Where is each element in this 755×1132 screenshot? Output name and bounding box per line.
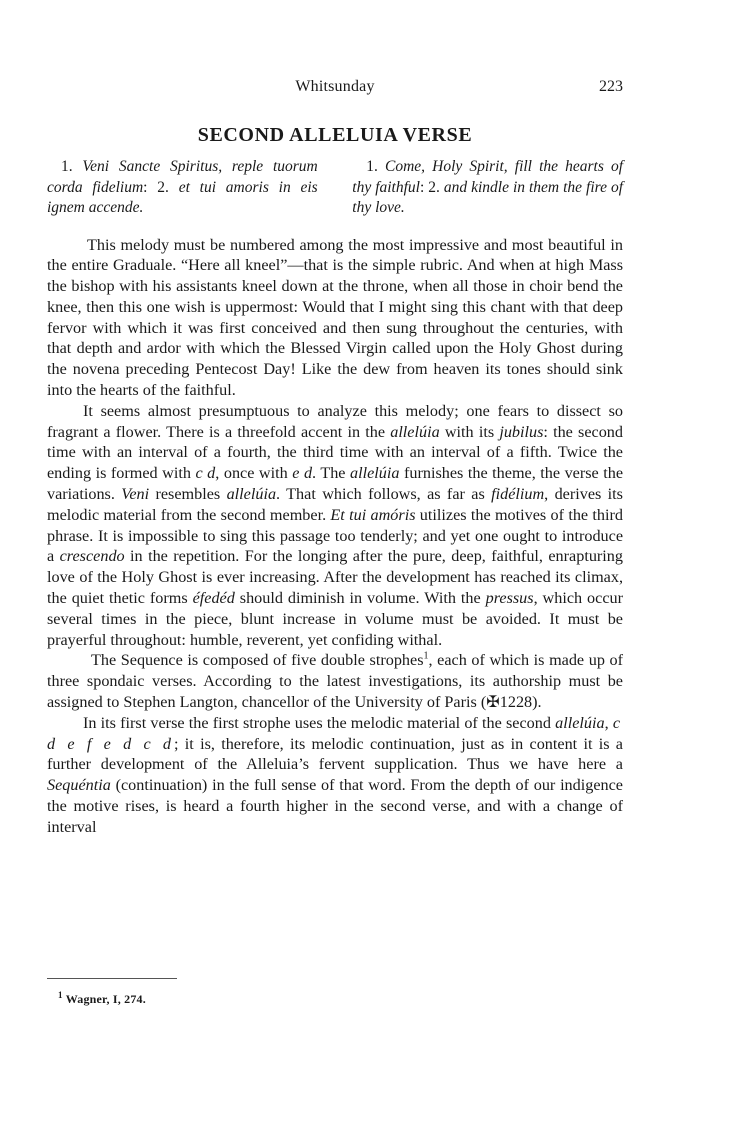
note-letters: c d e f e d c d xyxy=(47,713,623,753)
running-head xyxy=(47,78,623,102)
text-run: The Sequence is composed of five double strophes xyxy=(91,651,424,670)
latin-verse-text-2: et tui amoris in eis ignem accende. xyxy=(47,178,318,216)
text-run: utilizes the motives of the third phrase. It is impossible to sing this passage too tenderly; and yet one ought to introduce a xyxy=(47,505,623,566)
emphasis: Sequéntia xyxy=(47,776,111,795)
text-run: . That which follows, as far as xyxy=(276,485,492,504)
latin-verse-text-1: Veni Sancte Spiritus, reple tuorum corda fidelium xyxy=(47,158,318,196)
footnote-reference: 1 xyxy=(423,651,429,663)
text-run: furnishes the theme, the verse the variations. xyxy=(47,464,624,504)
running-title: Whitsunday xyxy=(295,78,375,95)
footnote-text: Wagner, I, 274. xyxy=(65,992,146,1006)
text-run: ; it is, therefore, its melodic continuation, just as in content it is a further development of the Alleluia’s fervent supplication. Thus we have here a xyxy=(47,734,623,774)
text-run: , xyxy=(604,713,613,732)
english-verse-number: 1. xyxy=(366,158,385,175)
note-letters: c d xyxy=(195,464,216,483)
text-run: , once with xyxy=(215,464,293,483)
emphasis: allelúia xyxy=(226,485,277,504)
page xyxy=(47,78,623,838)
text-run: resembles xyxy=(149,485,227,504)
emphasis: jubilus xyxy=(499,422,544,441)
emphasis: allelúia xyxy=(390,422,440,441)
text-run: . The xyxy=(312,464,351,483)
english-verse-text-2: and kindle in them the fire of thy love. xyxy=(352,178,623,216)
note-letters: e d xyxy=(292,464,313,483)
text-run: It seems almost presumptuous to analyze this melody; one fears to dissect so fragrant a flower. There is a threefold accent in the xyxy=(47,401,623,441)
text-run: with its xyxy=(439,422,500,441)
verse-columns xyxy=(47,157,623,219)
text-run: : the second time with an interval of a fourth, the third time with an interval of a fifth. Twice the ending is formed with xyxy=(47,422,623,483)
emphasis: allelúia xyxy=(350,464,400,483)
emphasis: fidélium xyxy=(491,485,545,504)
footnote xyxy=(58,990,146,1007)
latin-verse xyxy=(47,157,318,219)
footnote-divider xyxy=(47,978,177,979)
paragraph-1: This melody must be numbered among the most impressive and most beautiful in the entire Graduale. “Here all kneel”—that is the simple rubric. And when at high Mass the bishop with his assistants kneel down at the throne, when all those in choir bend the knee, then this one wish is uppermost: Would that I might sing this chant with that deep fervor with which it was first conceived and then sung throughout the centuries, with that depth and ardor with which the Blessed Virgin called upon the Holy Ghost during the novena preceding Pentecost Day! Like the dew from heaven its tones should sink into the hearts of the faithful. xyxy=(47,235,623,400)
emphasis: Et tui amóris xyxy=(330,505,416,524)
emphasis: allelúia xyxy=(555,713,605,732)
emphasis: pressus xyxy=(485,589,534,608)
text-run: , which occur several times in the piece, blunt increase in volume must be avoided. It must be prayerful throughout: humble, reverent, yet confiding withal. xyxy=(47,589,623,649)
text-run: (continuation) in the full sense of that word. From the depth of our indigence the motive rises, is heard a fourth higher in the second verse, and with a change of interval xyxy=(47,776,623,836)
latin-verse-number: 1. xyxy=(61,158,83,175)
text-run: In its first verse the first strophe uses the melodic material of the second xyxy=(83,713,556,732)
emphasis: éfedéd xyxy=(192,589,235,608)
paragraph-4 xyxy=(47,713,623,838)
latin-verse-separator: : 2. xyxy=(143,178,179,196)
emphasis: Veni xyxy=(121,485,150,504)
paragraph-2 xyxy=(47,401,623,651)
text-run: in the repetition. For the longing after the pure, deep, faithful, enrapturing love of the Holy Ghost is ever increasing. After the development has reached its climax, the quiet thetic forms xyxy=(47,547,623,608)
text-run: , derives its melodic material from the second member. xyxy=(47,485,623,524)
english-verse-text-1: Come, Holy Spirit, fill the hearts of thy faithful xyxy=(352,158,623,196)
section-heading: SECOND ALLELUIA VERSE xyxy=(197,124,473,146)
emphasis: crescendo xyxy=(59,547,125,566)
text-run: should diminish in volume. With the xyxy=(234,589,486,608)
text-run: , each of which is made up of three spondaic verses. According to the latest investigations, its authorship must be assigned to Stephen Langton, chancellor of the University of Paris (✠1228). xyxy=(47,651,623,712)
english-verse-separator: : 2. xyxy=(419,178,444,196)
paragraph-3 xyxy=(47,650,623,712)
footnote-mark: 1 xyxy=(58,990,63,1000)
page-number: 223 xyxy=(599,78,623,95)
english-verse xyxy=(352,157,623,219)
body-text xyxy=(47,235,623,838)
